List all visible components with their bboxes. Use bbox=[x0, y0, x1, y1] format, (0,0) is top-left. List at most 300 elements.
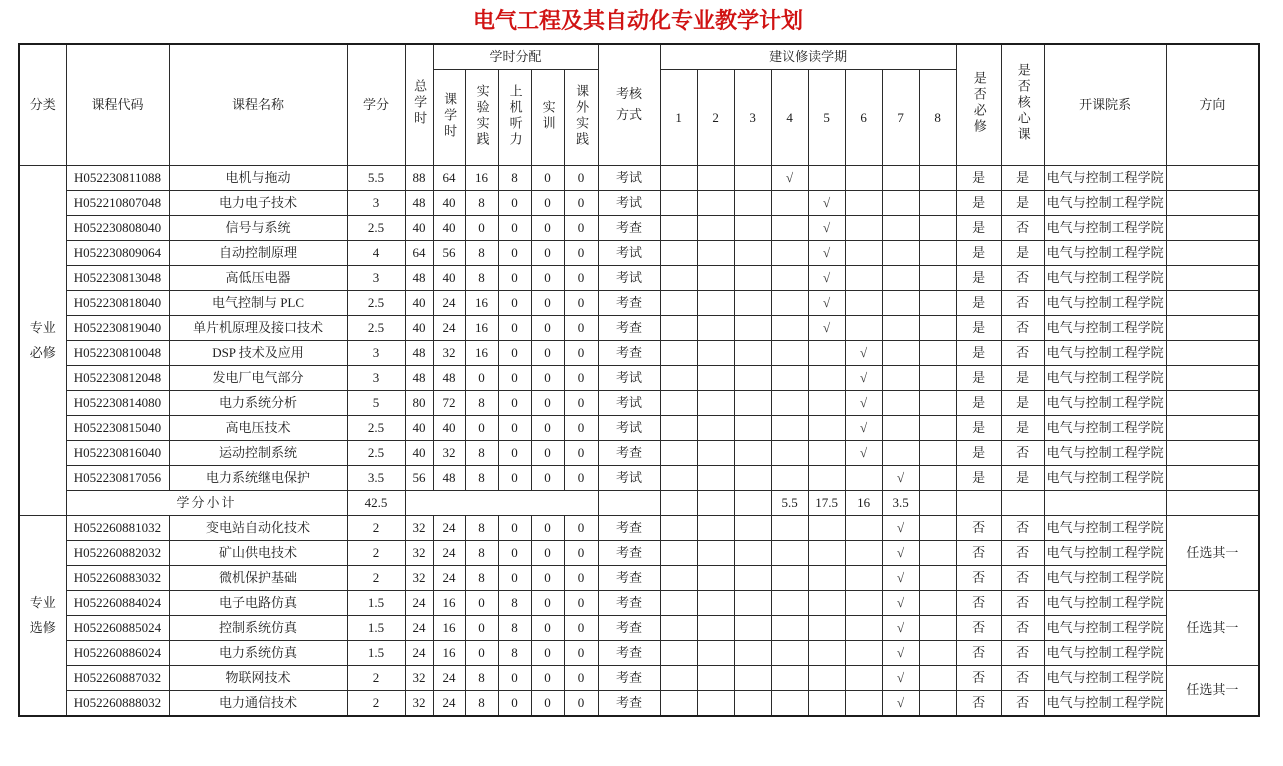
department-cell: 电气与控制工程学院 bbox=[1044, 666, 1166, 691]
hour-cell: 0 bbox=[564, 466, 598, 491]
semester-cell: √ bbox=[882, 541, 919, 566]
course-row bbox=[19, 291, 1259, 316]
semester-cell: √ bbox=[882, 691, 919, 716]
total-hours-cell: 48 bbox=[405, 341, 433, 366]
hour-cell: 0 bbox=[564, 241, 598, 266]
semester-cell bbox=[660, 341, 697, 366]
course-name-cell: 电力通信技术 bbox=[169, 691, 347, 716]
hour-cell: 8 bbox=[465, 666, 498, 691]
course-name-cell: 矿山供电技术 bbox=[169, 541, 347, 566]
semester-cell bbox=[660, 641, 697, 666]
credits-cell: 2.5 bbox=[347, 441, 405, 466]
semester-cell bbox=[734, 316, 771, 341]
direction-cell bbox=[1166, 191, 1259, 216]
semester-cell bbox=[734, 391, 771, 416]
total-hours-cell: 24 bbox=[405, 641, 433, 666]
assessment-cell: 考查 bbox=[598, 616, 660, 641]
header-semester-3: 3 bbox=[734, 70, 771, 166]
total-hours-cell: 48 bbox=[405, 191, 433, 216]
header-semester-4: 4 bbox=[771, 70, 808, 166]
credits-cell: 2 bbox=[347, 516, 405, 541]
hour-cell: 0 bbox=[531, 591, 564, 616]
assessment-cell: 考试 bbox=[598, 166, 660, 191]
hour-cell: 0 bbox=[564, 291, 598, 316]
credits-cell: 2.5 bbox=[347, 416, 405, 441]
semester-cell bbox=[771, 191, 808, 216]
hour-cell: 0 bbox=[498, 191, 531, 216]
header-class-hours: 课学时 bbox=[433, 70, 465, 166]
semester-cell bbox=[734, 341, 771, 366]
credits-cell: 1.5 bbox=[347, 641, 405, 666]
semester-cell bbox=[919, 441, 956, 466]
semester-cell: √ bbox=[882, 466, 919, 491]
total-hours-cell: 40 bbox=[405, 316, 433, 341]
hour-cell: 0 bbox=[564, 616, 598, 641]
semester-cell bbox=[845, 166, 882, 191]
semester-cell bbox=[660, 541, 697, 566]
hour-cell: 0 bbox=[531, 341, 564, 366]
semester-cell bbox=[882, 416, 919, 441]
course-code-cell: H052230811088 bbox=[66, 166, 169, 191]
assessment-cell: 考查 bbox=[598, 291, 660, 316]
subtotal-semester-cell: 17.5 bbox=[808, 491, 845, 516]
core-cell: 否 bbox=[1001, 341, 1044, 366]
semester-cell bbox=[697, 641, 734, 666]
course-code-cell: H052260886024 bbox=[66, 641, 169, 666]
teaching-plan-table bbox=[18, 43, 1260, 717]
semester-cell: √ bbox=[845, 441, 882, 466]
hour-cell: 48 bbox=[433, 366, 465, 391]
direction-cell bbox=[1166, 241, 1259, 266]
credits-cell: 3 bbox=[347, 341, 405, 366]
semester-cell bbox=[660, 291, 697, 316]
header-extracurricular: 课外实践 bbox=[564, 70, 598, 166]
course-code-cell: H052230812048 bbox=[66, 366, 169, 391]
hour-cell: 0 bbox=[564, 516, 598, 541]
assessment-cell: 考查 bbox=[598, 316, 660, 341]
course-code-cell: H052230818040 bbox=[66, 291, 169, 316]
credits-cell: 2 bbox=[347, 541, 405, 566]
semester-cell: √ bbox=[808, 216, 845, 241]
semester-cell bbox=[771, 616, 808, 641]
course-name-cell: 信号与系统 bbox=[169, 216, 347, 241]
semester-cell bbox=[919, 541, 956, 566]
course-row bbox=[19, 191, 1259, 216]
hour-cell: 0 bbox=[498, 266, 531, 291]
semester-cell bbox=[660, 366, 697, 391]
semester-cell bbox=[808, 691, 845, 716]
course-name-cell: 发电厂电气部分 bbox=[169, 366, 347, 391]
semester-cell bbox=[919, 291, 956, 316]
department-cell: 电气与控制工程学院 bbox=[1044, 341, 1166, 366]
hour-cell: 0 bbox=[498, 441, 531, 466]
hour-cell: 24 bbox=[433, 291, 465, 316]
hour-cell: 24 bbox=[433, 566, 465, 591]
header-lab-practice: 实验实践 bbox=[465, 70, 498, 166]
hour-cell: 0 bbox=[531, 291, 564, 316]
hour-cell: 24 bbox=[433, 691, 465, 716]
department-cell: 电气与控制工程学院 bbox=[1044, 516, 1166, 541]
department-cell: 电气与控制工程学院 bbox=[1044, 241, 1166, 266]
course-row bbox=[19, 391, 1259, 416]
semester-cell bbox=[734, 541, 771, 566]
hour-cell: 0 bbox=[564, 366, 598, 391]
semester-cell bbox=[882, 191, 919, 216]
semester-cell bbox=[697, 691, 734, 716]
semester-cell bbox=[697, 416, 734, 441]
hour-cell: 16 bbox=[433, 591, 465, 616]
department-cell: 电气与控制工程学院 bbox=[1044, 391, 1166, 416]
hour-cell: 0 bbox=[564, 266, 598, 291]
department-cell: 电气与控制工程学院 bbox=[1044, 191, 1166, 216]
semester-cell bbox=[919, 566, 956, 591]
course-row bbox=[19, 616, 1259, 641]
semester-cell bbox=[660, 616, 697, 641]
semester-cell bbox=[882, 166, 919, 191]
core-cell: 是 bbox=[1001, 466, 1044, 491]
semester-cell bbox=[919, 616, 956, 641]
department-cell: 电气与控制工程学院 bbox=[1044, 216, 1166, 241]
required-cell: 是 bbox=[956, 341, 1001, 366]
semester-cell bbox=[808, 641, 845, 666]
subtotal-direction-cell bbox=[1166, 491, 1259, 516]
direction-cell: 任选其一 bbox=[1166, 516, 1259, 591]
course-code-cell: H052230819040 bbox=[66, 316, 169, 341]
hour-cell: 8 bbox=[465, 541, 498, 566]
hour-cell: 0 bbox=[465, 591, 498, 616]
semester-cell bbox=[660, 391, 697, 416]
header-semester-5: 5 bbox=[808, 70, 845, 166]
course-code-cell: H052230817056 bbox=[66, 466, 169, 491]
semester-cell bbox=[771, 666, 808, 691]
semester-cell bbox=[660, 241, 697, 266]
course-row bbox=[19, 441, 1259, 466]
semester-cell bbox=[734, 691, 771, 716]
semester-cell: √ bbox=[808, 316, 845, 341]
semester-cell bbox=[697, 516, 734, 541]
core-cell: 否 bbox=[1001, 316, 1044, 341]
department-cell: 电气与控制工程学院 bbox=[1044, 441, 1166, 466]
semester-cell bbox=[845, 666, 882, 691]
course-name-cell: 高低压电器 bbox=[169, 266, 347, 291]
semester-cell: √ bbox=[845, 341, 882, 366]
course-code-cell: H052260882032 bbox=[66, 541, 169, 566]
hour-cell: 0 bbox=[531, 516, 564, 541]
semester-cell bbox=[919, 191, 956, 216]
hour-cell: 8 bbox=[498, 591, 531, 616]
core-cell: 是 bbox=[1001, 191, 1044, 216]
semester-cell bbox=[919, 691, 956, 716]
hour-cell: 0 bbox=[564, 591, 598, 616]
hour-cell: 24 bbox=[433, 316, 465, 341]
total-hours-cell: 64 bbox=[405, 241, 433, 266]
semester-cell bbox=[845, 316, 882, 341]
hour-cell: 24 bbox=[433, 541, 465, 566]
hour-cell: 0 bbox=[531, 566, 564, 591]
hour-cell: 8 bbox=[498, 641, 531, 666]
assessment-cell: 考试 bbox=[598, 416, 660, 441]
semester-cell bbox=[771, 566, 808, 591]
semester-cell bbox=[771, 391, 808, 416]
credits-cell: 2.5 bbox=[347, 216, 405, 241]
semester-cell bbox=[734, 441, 771, 466]
semester-cell: √ bbox=[808, 191, 845, 216]
subtotal-empty-cell bbox=[405, 491, 598, 516]
semester-cell bbox=[919, 641, 956, 666]
hour-cell: 0 bbox=[498, 566, 531, 591]
department-cell: 电气与控制工程学院 bbox=[1044, 266, 1166, 291]
header-credits: 学分 bbox=[347, 44, 405, 166]
semester-cell bbox=[919, 316, 956, 341]
semester-cell bbox=[771, 216, 808, 241]
semester-cell bbox=[919, 216, 956, 241]
semester-cell bbox=[771, 516, 808, 541]
hour-cell: 0 bbox=[498, 691, 531, 716]
core-cell: 否 bbox=[1001, 516, 1044, 541]
direction-cell: 任选其一 bbox=[1166, 591, 1259, 666]
department-cell: 电气与控制工程学院 bbox=[1044, 366, 1166, 391]
hour-cell: 32 bbox=[433, 441, 465, 466]
semester-cell bbox=[734, 466, 771, 491]
course-row bbox=[19, 316, 1259, 341]
total-hours-cell: 32 bbox=[405, 541, 433, 566]
course-row bbox=[19, 691, 1259, 716]
semester-cell bbox=[919, 241, 956, 266]
header-semester-6: 6 bbox=[845, 70, 882, 166]
semester-cell bbox=[771, 691, 808, 716]
subtotal-semester-cell bbox=[919, 491, 956, 516]
assessment-cell: 考查 bbox=[598, 216, 660, 241]
required-cell: 是 bbox=[956, 216, 1001, 241]
semester-cell bbox=[919, 591, 956, 616]
hour-cell: 32 bbox=[433, 341, 465, 366]
required-cell: 是 bbox=[956, 241, 1001, 266]
semester-cell bbox=[845, 266, 882, 291]
required-cell: 是 bbox=[956, 391, 1001, 416]
course-row bbox=[19, 266, 1259, 291]
direction-cell bbox=[1166, 216, 1259, 241]
semester-cell bbox=[919, 416, 956, 441]
credits-cell: 3 bbox=[347, 366, 405, 391]
hour-cell: 16 bbox=[433, 616, 465, 641]
semester-cell bbox=[771, 366, 808, 391]
hour-cell: 0 bbox=[531, 691, 564, 716]
course-row bbox=[19, 241, 1259, 266]
direction-cell bbox=[1166, 391, 1259, 416]
hour-cell: 8 bbox=[465, 391, 498, 416]
semester-cell bbox=[660, 266, 697, 291]
direction-cell bbox=[1166, 366, 1259, 391]
hour-cell: 8 bbox=[465, 266, 498, 291]
hour-cell: 16 bbox=[465, 316, 498, 341]
required-cell: 是 bbox=[956, 366, 1001, 391]
credits-cell: 1.5 bbox=[347, 616, 405, 641]
total-hours-cell: 32 bbox=[405, 666, 433, 691]
course-code-cell: H052260887032 bbox=[66, 666, 169, 691]
department-cell: 电气与控制工程学院 bbox=[1044, 691, 1166, 716]
semester-cell bbox=[660, 516, 697, 541]
semester-cell: √ bbox=[808, 291, 845, 316]
core-cell: 否 bbox=[1001, 216, 1044, 241]
department-cell: 电气与控制工程学院 bbox=[1044, 616, 1166, 641]
course-row bbox=[19, 366, 1259, 391]
assessment-cell: 考试 bbox=[598, 366, 660, 391]
header-semester-8: 8 bbox=[919, 70, 956, 166]
core-cell: 否 bbox=[1001, 266, 1044, 291]
hour-cell: 0 bbox=[531, 391, 564, 416]
semester-cell bbox=[808, 366, 845, 391]
header-course-name: 课程名称 bbox=[169, 44, 347, 166]
header-required: 是否必修 bbox=[956, 44, 1001, 166]
hour-cell: 0 bbox=[531, 241, 564, 266]
subtotal-assessment-cell bbox=[598, 491, 660, 516]
total-hours-cell: 80 bbox=[405, 391, 433, 416]
header-direction: 方向 bbox=[1166, 44, 1259, 166]
hour-cell: 8 bbox=[465, 466, 498, 491]
total-hours-cell: 48 bbox=[405, 366, 433, 391]
semester-cell bbox=[808, 391, 845, 416]
header-category: 分类 bbox=[19, 44, 66, 166]
credits-cell: 3.5 bbox=[347, 466, 405, 491]
assessment-cell: 考查 bbox=[598, 516, 660, 541]
core-cell: 否 bbox=[1001, 666, 1044, 691]
header-course-code: 课程代码 bbox=[66, 44, 169, 166]
semester-cell bbox=[734, 191, 771, 216]
hour-cell: 0 bbox=[498, 341, 531, 366]
table-body bbox=[19, 166, 1259, 716]
hour-cell: 64 bbox=[433, 166, 465, 191]
semester-cell bbox=[919, 391, 956, 416]
semester-cell bbox=[882, 391, 919, 416]
category-label: 专业选修 bbox=[29, 594, 56, 635]
semester-cell bbox=[660, 316, 697, 341]
total-hours-cell: 48 bbox=[405, 266, 433, 291]
total-hours-cell: 40 bbox=[405, 291, 433, 316]
department-cell: 电气与控制工程学院 bbox=[1044, 416, 1166, 441]
hour-cell: 0 bbox=[564, 641, 598, 666]
course-row bbox=[19, 341, 1259, 366]
assessment-cell: 考查 bbox=[598, 441, 660, 466]
assessment-cell: 考试 bbox=[598, 266, 660, 291]
total-hours-cell: 24 bbox=[405, 616, 433, 641]
direction-cell bbox=[1166, 316, 1259, 341]
category-label: 专业必修 bbox=[29, 320, 56, 360]
semester-cell bbox=[845, 541, 882, 566]
subtotal-credits-cell: 42.5 bbox=[347, 491, 405, 516]
course-name-cell: 电机与拖动 bbox=[169, 166, 347, 191]
course-name-cell: 高电压技术 bbox=[169, 416, 347, 441]
credits-cell: 3 bbox=[347, 191, 405, 216]
category-cell bbox=[19, 166, 66, 516]
course-code-cell: H052260884024 bbox=[66, 591, 169, 616]
hour-cell: 40 bbox=[433, 416, 465, 441]
hour-cell: 40 bbox=[433, 266, 465, 291]
semester-cell bbox=[845, 616, 882, 641]
semester-cell bbox=[808, 166, 845, 191]
core-cell: 否 bbox=[1001, 641, 1044, 666]
subtotal-semester-cell bbox=[697, 491, 734, 516]
semester-cell bbox=[734, 641, 771, 666]
semester-cell: √ bbox=[882, 616, 919, 641]
required-cell: 否 bbox=[956, 666, 1001, 691]
direction-cell bbox=[1166, 441, 1259, 466]
required-cell: 否 bbox=[956, 516, 1001, 541]
semester-cell bbox=[919, 466, 956, 491]
semester-cell bbox=[845, 691, 882, 716]
assessment-cell: 考查 bbox=[598, 641, 660, 666]
hour-cell: 0 bbox=[465, 416, 498, 441]
hour-cell: 0 bbox=[531, 641, 564, 666]
course-name-cell: 控制系统仿真 bbox=[169, 616, 347, 641]
semester-cell: √ bbox=[882, 641, 919, 666]
semester-cell bbox=[771, 641, 808, 666]
course-row bbox=[19, 466, 1259, 491]
semester-cell bbox=[697, 191, 734, 216]
semester-cell bbox=[882, 366, 919, 391]
core-cell: 是 bbox=[1001, 166, 1044, 191]
hour-cell: 8 bbox=[465, 241, 498, 266]
hour-cell: 40 bbox=[433, 216, 465, 241]
semester-cell: √ bbox=[845, 366, 882, 391]
semester-cell bbox=[845, 591, 882, 616]
header-row-1 bbox=[19, 44, 1259, 70]
semester-cell bbox=[697, 166, 734, 191]
header-semester-2: 2 bbox=[697, 70, 734, 166]
semester-cell bbox=[734, 616, 771, 641]
course-row bbox=[19, 541, 1259, 566]
total-hours-cell: 32 bbox=[405, 516, 433, 541]
core-cell: 否 bbox=[1001, 441, 1044, 466]
semester-cell bbox=[882, 241, 919, 266]
department-cell: 电气与控制工程学院 bbox=[1044, 591, 1166, 616]
department-cell: 电气与控制工程学院 bbox=[1044, 166, 1166, 191]
header-hours-group: 学时分配 bbox=[433, 44, 598, 70]
course-code-cell: H052230808040 bbox=[66, 216, 169, 241]
credits-cell: 5.5 bbox=[347, 166, 405, 191]
semester-cell bbox=[734, 241, 771, 266]
semester-cell bbox=[660, 691, 697, 716]
hour-cell: 0 bbox=[498, 291, 531, 316]
credits-cell: 3 bbox=[347, 266, 405, 291]
hour-cell: 0 bbox=[498, 541, 531, 566]
semester-cell: √ bbox=[882, 591, 919, 616]
semester-cell bbox=[697, 341, 734, 366]
semester-cell: √ bbox=[845, 416, 882, 441]
semester-cell bbox=[882, 216, 919, 241]
hour-cell: 0 bbox=[465, 216, 498, 241]
subtotal-semester-cell bbox=[660, 491, 697, 516]
hour-cell: 0 bbox=[531, 166, 564, 191]
required-cell: 是 bbox=[956, 266, 1001, 291]
category-cell bbox=[19, 516, 66, 716]
department-cell: 电气与控制工程学院 bbox=[1044, 641, 1166, 666]
semester-cell bbox=[697, 216, 734, 241]
course-code-cell: H052260885024 bbox=[66, 616, 169, 641]
course-row bbox=[19, 416, 1259, 441]
course-row bbox=[19, 216, 1259, 241]
required-cell: 是 bbox=[956, 416, 1001, 441]
hour-cell: 0 bbox=[564, 191, 598, 216]
hour-cell: 0 bbox=[498, 391, 531, 416]
hour-cell: 0 bbox=[564, 391, 598, 416]
semester-cell: √ bbox=[882, 666, 919, 691]
semester-cell bbox=[771, 541, 808, 566]
required-cell: 否 bbox=[956, 641, 1001, 666]
semester-cell bbox=[771, 241, 808, 266]
semester-cell bbox=[734, 291, 771, 316]
hour-cell: 8 bbox=[498, 616, 531, 641]
hour-cell: 0 bbox=[531, 416, 564, 441]
